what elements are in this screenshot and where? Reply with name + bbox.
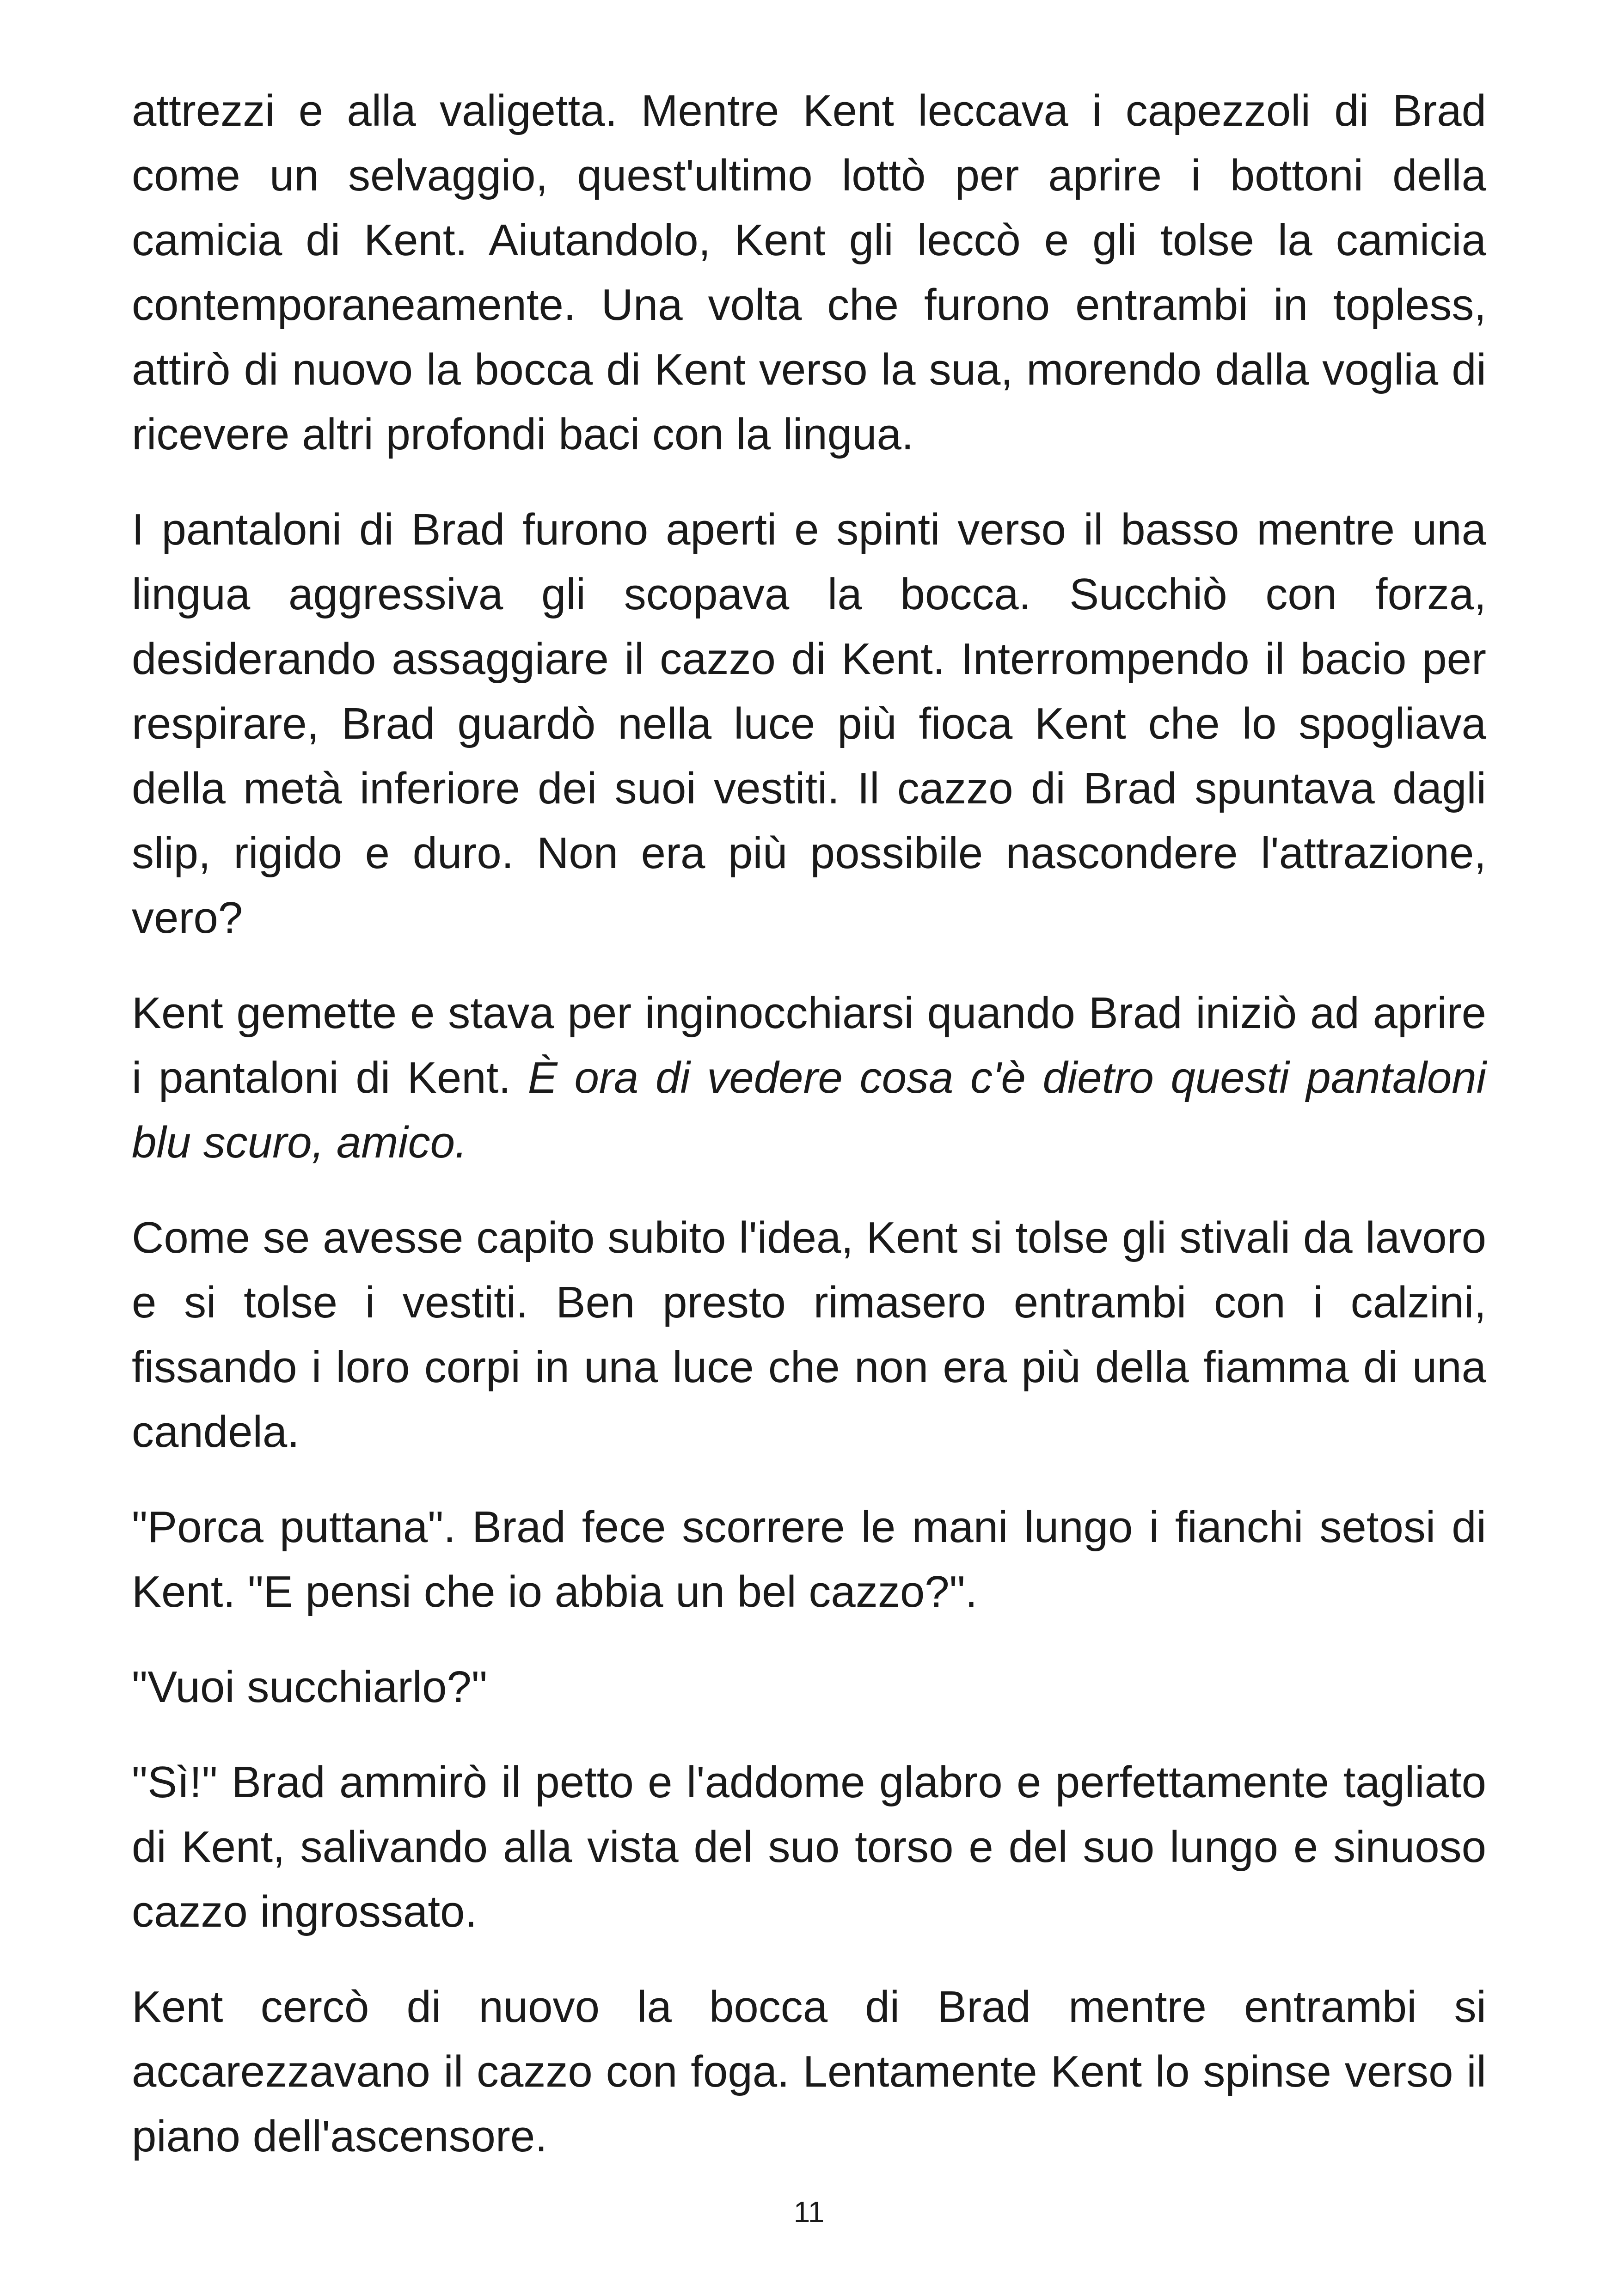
paragraph-8-text: Kent cercò di nuovo la bocca di Brad mentre entrambi si accarezzavano il cazzo con foga. Lentamente Kent lo spinse verso il piano dell'ascensore. — [132, 1982, 1486, 2161]
paragraph-8 — [132, 1975, 1486, 2169]
paragraph-2 — [132, 497, 1486, 950]
body-text — [132, 79, 1486, 2199]
paragraph-5-text: "Porca puttana". Brad fece scorrere le mani lungo i fianchi setosi di Kent. "E pensi che io abbia un bel cazzo?". — [132, 1502, 1486, 1616]
paragraph-6-text: "Vuoi succhiarlo?" — [132, 1662, 487, 1712]
paragraph-5 — [132, 1495, 1486, 1624]
paragraph-1-text: attrezzi e alla valigetta. Mentre Kent leccava i capezzoli di Brad come un selvaggio, quest'ultimo lottò per aprire i bottoni della camicia di Kent. Aiutandolo, Kent gli leccò e gli tolse la camicia contemporaneamente. Una volta che furono entrambi in topless, attirò di nuovo la bocca di Kent verso la sua, morendo dalla voglia di ricevere altri profondi baci con la lingua. — [132, 86, 1486, 459]
paragraph-4 — [132, 1206, 1486, 1464]
paragraph-2-text: I pantaloni di Brad furono aperti e spinti verso il basso mentre una lingua aggressiva gli scopava la bocca. Succhiò con forza, desiderando assaggiare il cazzo di Kent. Interrompendo il bacio per respirare, Brad guardò nella luce più fioca Kent che lo spogliava della metà inferiore dei suoi vestiti. Il cazzo di Brad spuntava dagli slip, rigido e duro. Non era più possibile nascondere l'attrazione, vero? — [132, 505, 1486, 943]
paragraph-6 — [132, 1655, 1486, 1720]
paragraph-3 — [132, 981, 1486, 1175]
paragraph-1 — [132, 79, 1486, 467]
paragraph-3-text: Kent gemette e stava per inginocchiarsi quando Brad iniziò ad aprire i pantaloni di Kent. — [132, 988, 1486, 1102]
page-number: 11 — [793, 2195, 825, 2229]
paragraph-7 — [132, 1750, 1486, 1944]
paragraph-4-text: Come se avesse capito subito l'idea, Kent si tolse gli stivali da lavoro e si tolse i vestiti. Ben presto rimasero entrambi con i calzini, fissando i loro corpi in una luce che non era più della fiamma di una candela. — [132, 1213, 1486, 1457]
paragraph-3-italic-thought: È ora di vedere cosa c'è dietro questi pantaloni blu scuro, amico. — [132, 1053, 1487, 1167]
paragraph-7-text: "Sì!" Brad ammirò il petto e l'addome glabro e perfettamente tagliato di Kent, salivando alla vista del suo torso e del suo lungo e sinuoso cazzo ingrossato. — [132, 1757, 1486, 1936]
